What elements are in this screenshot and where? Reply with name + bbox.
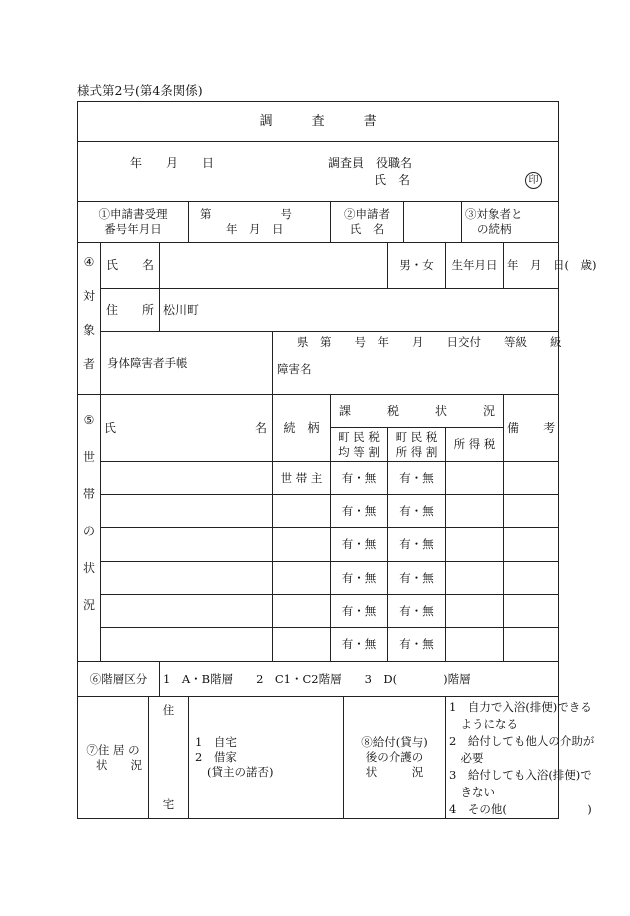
- remarks-cell: [504, 628, 559, 662]
- care-item: 3 給付しても入浴(排便)で: [449, 768, 592, 782]
- care-item: ようになる: [449, 717, 518, 731]
- household-char-6: 況: [82, 598, 95, 612]
- col-name-header: [101, 395, 273, 462]
- household-char-4: の: [82, 524, 95, 538]
- care-item: きない: [449, 785, 495, 799]
- investigation-form: [77, 101, 597, 819]
- investigator-title: 調査員 役職名: [328, 156, 413, 170]
- receipt-label-line-2: 番号年月日: [104, 222, 162, 236]
- subject-char-1: ④: [83, 254, 95, 269]
- table-row: [78, 495, 559, 528]
- member-relation-cell: 世 帯 主: [273, 462, 331, 495]
- applicant-name-value: [404, 202, 462, 243]
- income-tax-cell: [446, 462, 504, 495]
- receipt-value: [189, 202, 331, 243]
- care-options: [446, 697, 595, 819]
- table-row: [78, 562, 559, 595]
- disability-name-label: 障害名: [277, 362, 312, 376]
- applicant-label-line-2: 氏 名: [349, 222, 385, 236]
- col-name-right: 名: [254, 420, 267, 435]
- subject-section-label: [78, 243, 101, 395]
- household-char-5: 状: [82, 561, 95, 575]
- form-title: [78, 102, 559, 142]
- member-name-cell: [101, 628, 273, 662]
- housing-label-line-2: 状 況: [96, 757, 142, 772]
- per-capita-cell: 有・無: [331, 628, 388, 662]
- member-relation-cell: [273, 628, 331, 662]
- income-tax-cell: [446, 595, 504, 628]
- tier-options: 1 A・B階層 2 C1・C2階層 3 D( )階層: [160, 662, 559, 697]
- table-row: [78, 528, 559, 562]
- receipt-label-line-1: ①申請書受理: [98, 207, 168, 221]
- col-per-capita-header: [331, 428, 388, 462]
- income-levy-cell: 有・無: [388, 495, 446, 528]
- remarks-cell: [504, 595, 559, 628]
- col-per-capita-line-2: 均 等 割: [338, 444, 380, 459]
- subject-char-4: 者: [82, 356, 95, 371]
- care-item: 必要: [449, 751, 484, 765]
- col-relation-header: 続 柄: [273, 395, 331, 462]
- household-char-2: 世: [82, 450, 95, 464]
- applicant-label: [331, 202, 404, 243]
- relation-label-line-1: ③対象者と: [465, 207, 523, 221]
- handbook-label: 身体障害者手帳: [101, 332, 273, 395]
- table-row: [78, 628, 559, 662]
- member-relation-cell: [273, 595, 331, 628]
- household-char-1: ⑤: [83, 413, 95, 427]
- remarks-cell: [504, 462, 559, 495]
- care-label: [344, 697, 446, 819]
- member-name-cell: [101, 528, 273, 562]
- birth-value: 年 月 日( 歳): [504, 243, 559, 289]
- per-capita-cell: 有・無: [331, 528, 388, 562]
- housing-options: [189, 697, 344, 819]
- member-relation-cell: [273, 562, 331, 595]
- col-name-left: 氏: [104, 420, 117, 435]
- subject-char-3: 象: [82, 322, 95, 337]
- income-tax-cell: [446, 495, 504, 528]
- per-capita-cell: 有・無: [331, 495, 388, 528]
- care-item: 1 自力で入浴(排便)できる: [449, 700, 592, 714]
- income-tax-cell: [446, 528, 504, 562]
- member-name-cell: [101, 562, 273, 595]
- care-item: 4 その他( ): [449, 802, 592, 816]
- seal-mark: 印: [525, 172, 542, 189]
- subject-char-2: 対: [82, 288, 95, 303]
- household-char-3: 帯: [82, 487, 95, 501]
- housing-label: [78, 697, 149, 819]
- income-levy-cell: 有・無: [388, 562, 446, 595]
- date-line: 年 月 日: [130, 156, 215, 170]
- income-tax-cell: [446, 562, 504, 595]
- income-levy-cell: 有・無: [388, 628, 446, 662]
- subject-name-value: [160, 243, 388, 289]
- investigator-name: 氏 名: [374, 173, 411, 187]
- col-tax-header: 課 税 状 況: [331, 395, 504, 428]
- col-income-levy-header: [388, 428, 446, 462]
- housing-side-top: 住: [162, 703, 175, 717]
- address-value: 松川町: [160, 289, 559, 332]
- remarks-cell: [504, 562, 559, 595]
- handbook-issue-line: 県 第 号 年 月 日交付 等級 級: [297, 335, 562, 349]
- col-per-capita-line-1: 町 民 税: [338, 429, 380, 444]
- table-row: [78, 595, 559, 628]
- col-remarks-right: 考: [543, 420, 556, 435]
- housing-side-bottom: 宅: [162, 797, 175, 811]
- care-label-line-1: ⑧給付(貸与): [361, 735, 428, 749]
- relation-label: [462, 202, 559, 243]
- subject-name-label: 氏 名: [101, 243, 160, 289]
- member-name-cell: [101, 462, 273, 495]
- housing-option-rented: 2 借家: [195, 750, 237, 764]
- handbook-details: [273, 332, 562, 395]
- housing-option-own-home: 1 自宅: [195, 735, 237, 749]
- remarks-cell: [504, 528, 559, 562]
- col-remarks-left: 備: [507, 420, 520, 435]
- member-relation-cell: [273, 495, 331, 528]
- income-tax-cell: [446, 628, 504, 662]
- housing-landlord-consent: (貸主の諾否): [207, 765, 274, 779]
- housing-side-label: [149, 697, 189, 819]
- col-income-tax-header: 所 得 税: [446, 428, 504, 462]
- tier-label: ⑥階層区分: [78, 662, 160, 697]
- address-label: 住 所: [101, 289, 160, 332]
- per-capita-cell: 有・無: [331, 562, 388, 595]
- per-capita-cell: 有・無: [331, 462, 388, 495]
- member-name-cell: [101, 595, 273, 628]
- birth-label: 生年月日: [446, 243, 504, 289]
- income-levy-cell: 有・無: [388, 595, 446, 628]
- remarks-cell: [504, 495, 559, 528]
- care-item: 2 給付しても他人の介助が: [449, 734, 595, 748]
- income-levy-cell: 有・無: [388, 528, 446, 562]
- receipt-number: 第 号: [200, 207, 292, 221]
- col-income-levy-line-1: 町 民 税: [395, 429, 438, 444]
- investigator-block: [78, 142, 559, 202]
- income-levy-cell: 有・無: [388, 462, 446, 495]
- per-capita-cell: 有・無: [331, 595, 388, 628]
- applicant-label-line-1: ②申請者: [344, 207, 390, 221]
- household-section-label: [78, 395, 101, 662]
- care-label-line-3: 状 況: [365, 765, 424, 779]
- form-number: 様式第2号(第4条関係): [77, 83, 203, 98]
- table-row: [78, 462, 559, 495]
- receipt-date: 年 月 日: [226, 222, 284, 236]
- title-text: 調 査 書: [259, 114, 377, 129]
- col-remarks-header: [504, 395, 559, 462]
- relation-label-line-2: の続柄: [477, 222, 512, 236]
- housing-label-line-1: ⑦住 居 の: [86, 742, 140, 757]
- col-income-levy-line-2: 所 得 割: [395, 444, 438, 459]
- care-label-line-2: 後の介護の: [365, 750, 424, 764]
- sex-options: 男・女: [388, 243, 446, 289]
- member-relation-cell: [273, 528, 331, 562]
- receipt-label: [78, 202, 189, 243]
- member-name-cell: [101, 495, 273, 528]
